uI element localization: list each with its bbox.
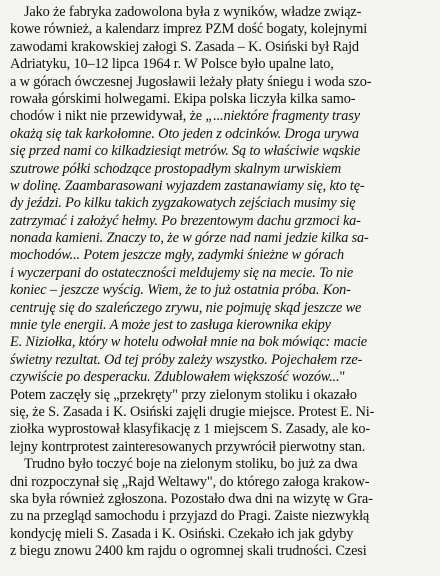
text-line: [10, 474, 434, 491]
quote-text: szutrowe półki schodzące prostopadłym skalnym urwiskiem: [10, 160, 342, 177]
text-line: [10, 456, 434, 473]
body-text: Trudno było toczyć boje na zielonym stoliku, bo już za dwa: [24, 456, 358, 473]
text-line: [10, 439, 434, 456]
text-line: [10, 126, 434, 143]
body-text: Adriatyku, 10–12 lipca 1964 r. W Polsce było upalne lato,: [10, 56, 334, 73]
body-text: kowe również, a kalendarz imprez PZM dość bogaty, kolejnymi: [10, 21, 368, 38]
text-line: [10, 108, 434, 125]
quote-text: dy jeździ. Po kilku takich zygzakowatych zejściach musimy się: [10, 195, 356, 212]
body-text: zu na przegląd samochodu i przyjazd do Pragi. Zaiste niezwykłą: [10, 508, 370, 525]
text-line: [10, 21, 434, 38]
body-text: a w górach ówczesnej Jugosławii leżały płaty śniegu i woda szo-: [10, 73, 372, 90]
body-text: z biegu znowu 2400 km rajdu o ogromnej skali trudności. Czesi: [10, 543, 367, 560]
body-text: kondycję mieli S. Zasada i K. Osiński. Czekało ich jak gdyby: [10, 525, 354, 542]
body-text: Potem zaczęły się „przekręty" przy zielonym stoliku i okazało: [10, 386, 357, 403]
text-line: [10, 543, 434, 560]
quote-text: E. Niziołka, który w hotelu odwołał mnie na bok mówiąc: macie: [10, 334, 367, 351]
quote-text: mnie tyle energii. A może jest to zasługa kierownika ekipy: [10, 317, 331, 334]
text-line: [10, 230, 434, 247]
text-line: [10, 56, 434, 73]
text-line: [10, 491, 434, 508]
quote-text: „...niektóre fragmenty trasy: [205, 108, 360, 125]
text-line: [10, 334, 434, 351]
body-text: ": [339, 369, 346, 386]
text-line: [10, 300, 434, 317]
quote-text: i wyczerpani do ostateczności meldujemy się na mecie. To nie: [10, 264, 354, 281]
text-line: [10, 282, 434, 299]
text-line: [10, 213, 434, 230]
text-line: [10, 161, 434, 178]
text-line: [10, 526, 434, 543]
text-line: [10, 178, 434, 195]
quote-text: centruję się do szaleńczego zrywu, nie pojmuję skąd jeszcze we: [10, 299, 362, 316]
text-line: [10, 143, 434, 160]
quote-text: świetny rezultat. Od tej próby zależy wszystko. Pojechałem rze-: [10, 351, 363, 368]
text-line: [10, 369, 434, 386]
body-text: zawodami krakowskiej załogi S. Zasada – K. Osiński był Rajd: [10, 38, 359, 55]
text-line: [10, 74, 434, 91]
quote-text: się przed nami co kilkadziesiąt metrów. Są to właściwie wąskie: [10, 143, 361, 160]
quote-text: w dolinę. Zaambarasowani wyjazdem zastanawiamy się, kto tę-: [10, 177, 365, 194]
text-line: [10, 265, 434, 282]
body-text: dni rozpoczynał się „Rajd Weltawy", do którego załoga krakow-: [10, 473, 370, 490]
body-text: się, że S. Zasada i K. Osiński zajęli drugie miejsce. Protest E. Ni-: [10, 403, 375, 420]
quote-text: okażą się tak karkołomne. Oto jeden z odcinków. Droga urywa: [10, 125, 359, 142]
body-text: chodów i nikt nie przewidywał, że: [10, 108, 206, 125]
body-text: ska była również zgłoszona. Pozostało dwa dni na wizytę w Gra-: [10, 490, 373, 507]
body-text: ziołka wyprostował klasyfikację z 1 miejscem S. Zasady, ale ko-: [10, 421, 371, 438]
text-line: [10, 247, 434, 264]
quote-text: czywiście po desperacku. Zdublowałem większość wozów...: [10, 369, 340, 386]
text-line: [10, 352, 434, 369]
text-line: [10, 317, 434, 334]
text-line: [10, 195, 434, 212]
text-line: [10, 39, 434, 56]
text-line: [10, 91, 434, 108]
text-line: [10, 508, 434, 525]
quote-text: koniec – jeszcze wyścig. Wiem, że to już ostatnia próba. Kon-: [10, 282, 351, 299]
body-text: Jako że fabryka zadowolona była z wyników, władze związ-: [24, 4, 362, 20]
text-line: [10, 404, 434, 421]
text-line: [10, 421, 434, 438]
quote-text: mochodów... Potem jeszcze mgły, zadymki śnieżne w górach: [10, 247, 345, 264]
quote-text: nonada kamieni. Znaczy to, że w górze nad nami jedzie kilka sa-: [10, 230, 369, 247]
body-text: lejny kontrprotest zainteresowanych przywrócił pierwotny stan.: [10, 438, 366, 455]
text-line: [10, 387, 434, 404]
text-line: [10, 4, 434, 21]
quote-text: zatrzymać i założyć hełmy. Po brezentowym dachu grzmoci ka-: [10, 212, 361, 229]
body-text: rowała górskimi holwegami. Ekipa polska liczyła kilka samo-: [10, 90, 356, 107]
